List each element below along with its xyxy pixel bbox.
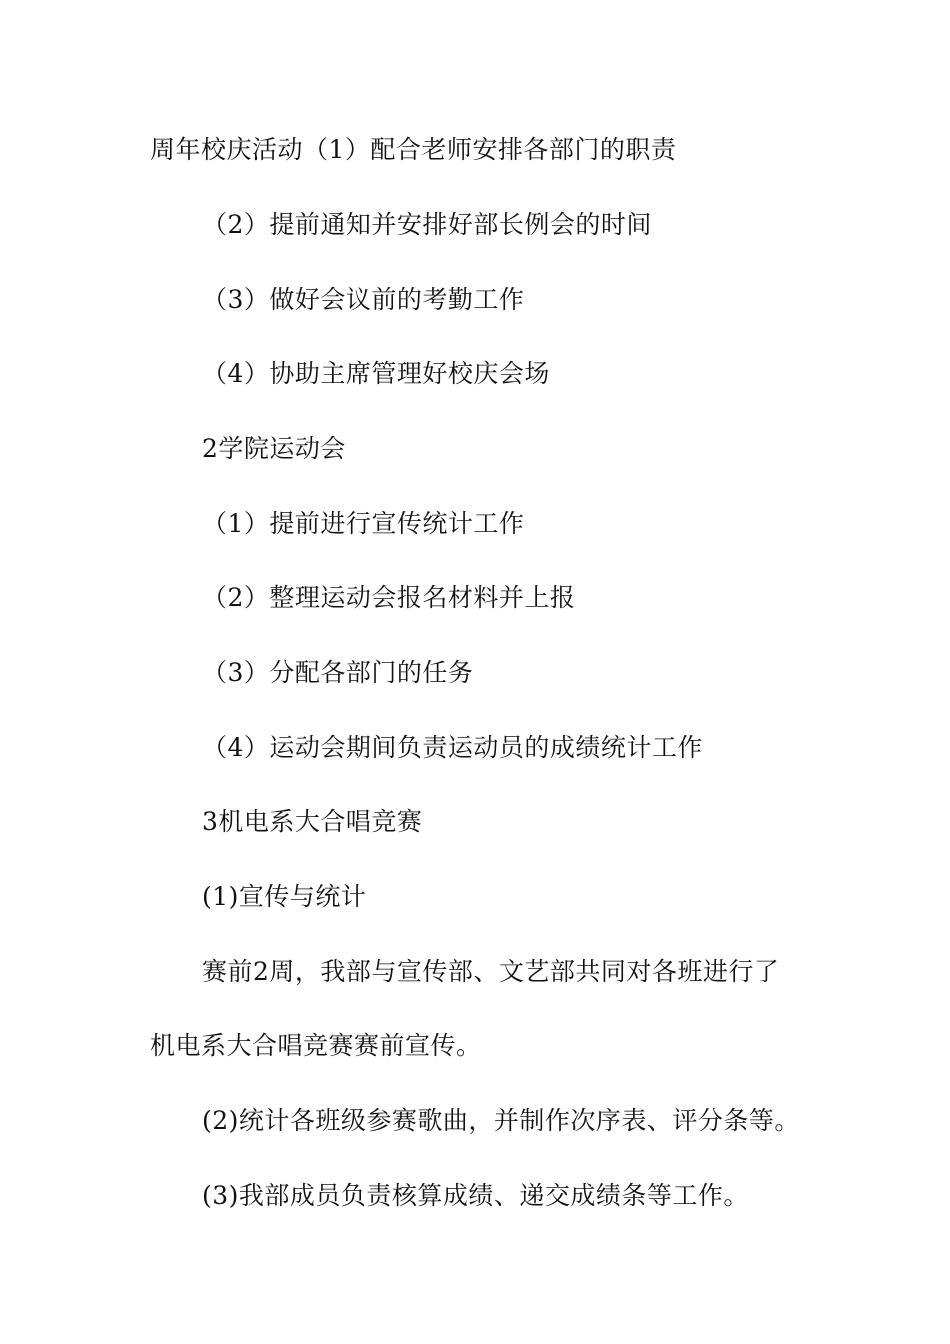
paragraph-line: （2）提前通知并安排好部长例会的时间 (202, 210, 652, 239)
paragraph-line: (1)宣传与统计 (202, 882, 367, 911)
section-heading: 2学院运动会 (202, 434, 346, 463)
paragraph-line: (3)我部成员负责核算成绩、递交成绩条等工作。 (202, 1181, 749, 1210)
section-heading: 3机电系大合唱竞赛 (202, 807, 423, 836)
paragraph-line: （2）整理运动会报名材料并上报 (202, 583, 576, 612)
paragraph-line: （3）分配各部门的任务 (202, 658, 474, 687)
paragraph-line: 周年校庆活动（1）配合老师安排各部门的职责 (150, 135, 677, 164)
paragraph-line: 赛前2周，我部与宣传部、文艺部共同对各班进行了 (202, 957, 780, 986)
paragraph-line: 机电系大合唱竞赛赛前宣传。 (150, 1031, 482, 1060)
paragraph-line: （4）协助主席管理好校庆会场 (202, 359, 550, 388)
paragraph-line: （1）提前进行宣传统计工作 (202, 509, 525, 538)
paragraph-line: (2)统计各班级参赛歌曲，并制作次序表、评分条等。 (202, 1106, 800, 1135)
paragraph-line: （4）运动会期间负责运动员的成绩统计工作 (202, 733, 703, 762)
paragraph-line: （3）做好会议前的考勤工作 (202, 285, 525, 314)
